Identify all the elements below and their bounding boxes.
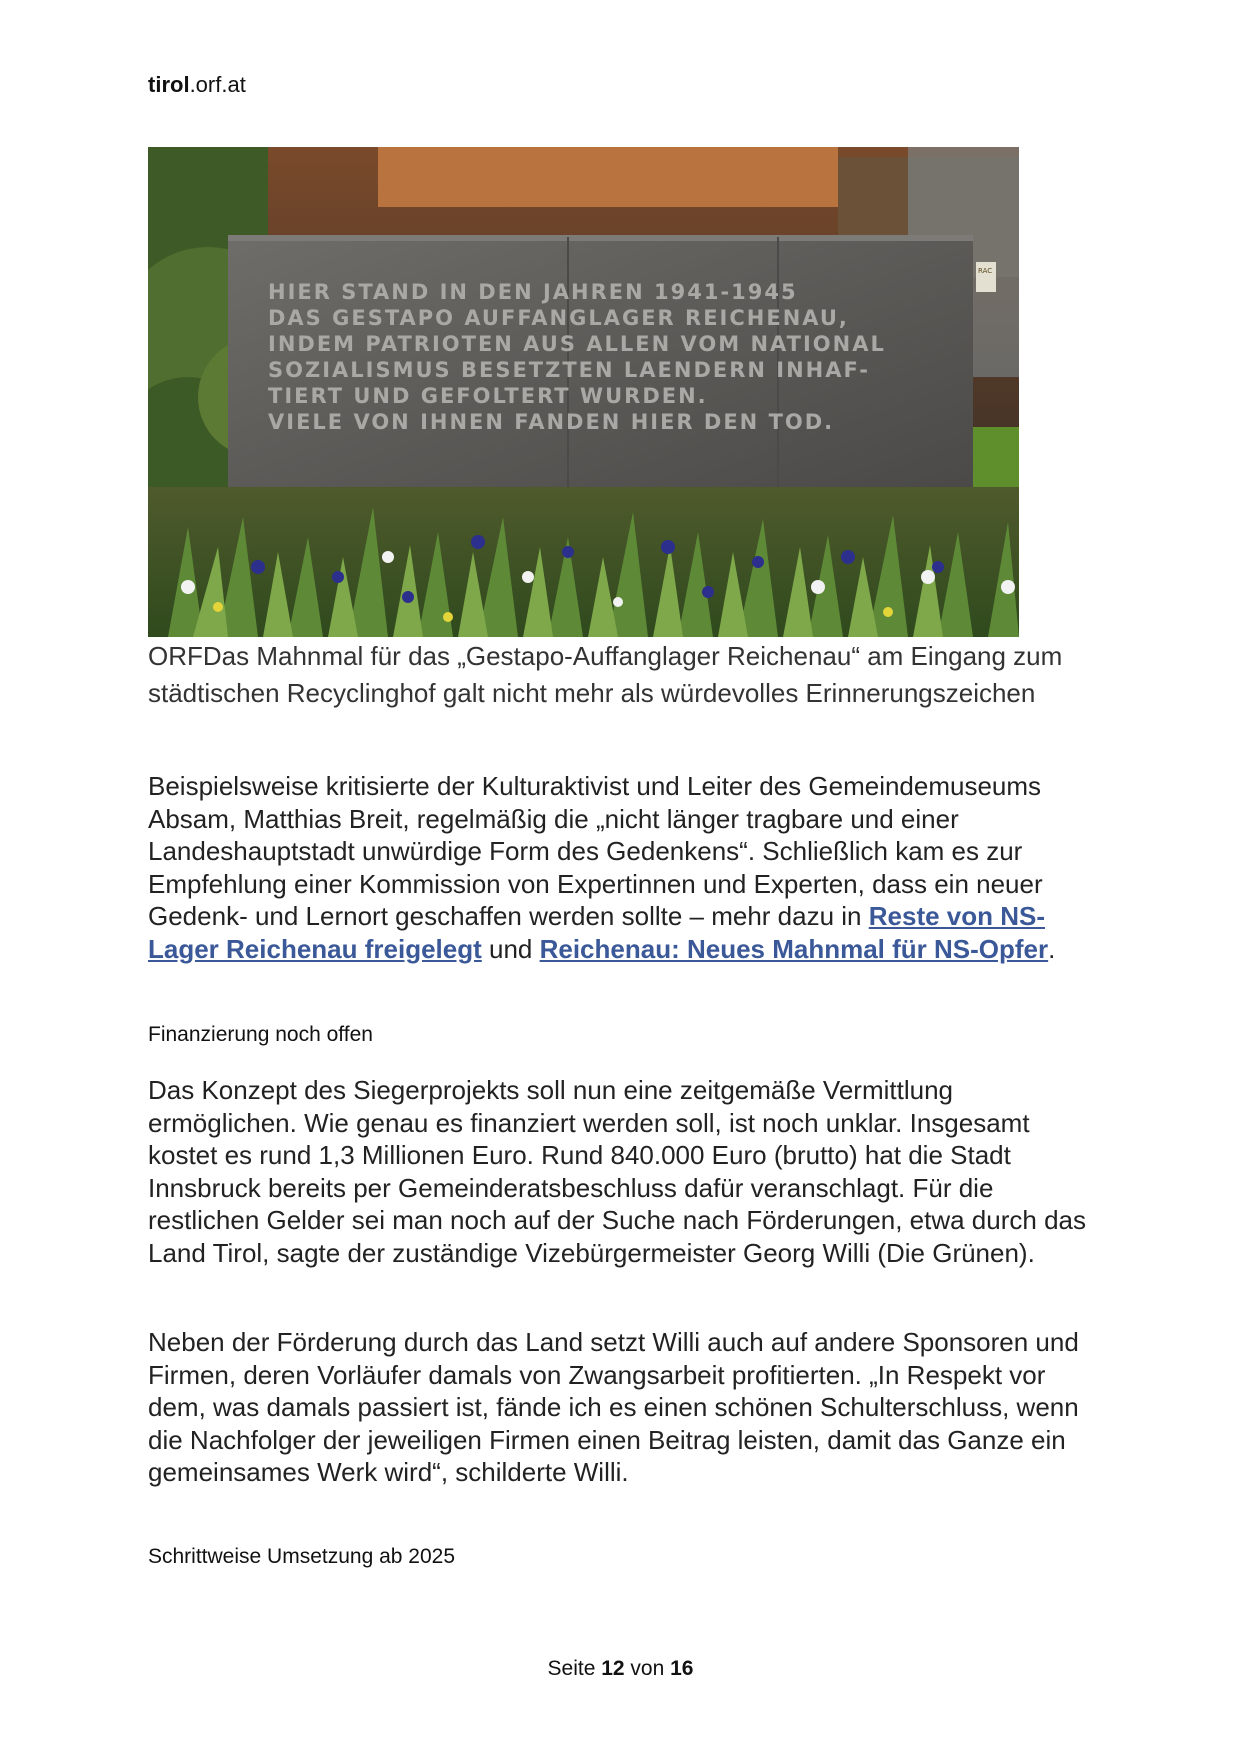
paragraph-1-text-between: und: [481, 933, 540, 964]
paragraph-1-text-before: Beispielsweise kritisierte der Kulturaktivist und Leiter des Gemeindemuseums Absam, Matthias Breit, regelmäßig die „nicht länger tragbare und einer Landeshauptstadt unwürdige Form des Gedenkens“. Schließlich kam es zur Empfehlung einer Kommission von Expertinnen und Experten, dass ein neuer Gedenk- und Lernort geschaffen werden sollte – mehr dazu in: [148, 771, 1043, 932]
article-link-reste-ns-lager[interactable]: Reste von NS-Lager Reichenau freigelegt: [148, 901, 1046, 964]
footer-page-total: 16: [670, 1657, 694, 1680]
svg-text:VIELE VON IHNEN FANDEN HIER DE: VIELE VON IHNEN FANDEN HIER DEN TOD.: [268, 410, 835, 434]
page-footer: [0, 1657, 1241, 1681]
image-caption: ORFDas Mahnmal für das „Gestapo-Auffanglager Reichenau“ am Eingang zum städtischen Recyclinghof galt nicht mehr als würdevolles Erinnerungszeichen: [148, 641, 1063, 708]
svg-text:DAS GESTAPO AUFFANGLAGER REICH: DAS GESTAPO AUFFANGLAGER REICHENAU,: [268, 306, 849, 330]
subheading-umsetzung: Schrittweise Umsetzung ab 2025: [148, 1545, 455, 1568]
footer-page-number: 12: [601, 1657, 625, 1680]
article-link-neues-mahnmal[interactable]: Reichenau: Neues Mahnmal für NS-Opfer: [539, 933, 1049, 964]
svg-text:INDEM PATRIOTEN AUS ALLEN VOM: INDEM PATRIOTEN AUS ALLEN VOM NATIONAL: [268, 332, 886, 356]
svg-text:SOZIALISMUS BESETZTEN LAENDERN: SOZIALISMUS BESETZTEN LAENDERN INHAF-: [268, 358, 870, 382]
memorial-photo: [148, 147, 1019, 637]
footer-prefix: Seite: [547, 1657, 602, 1680]
sign-text: RAC: [978, 267, 993, 275]
body-paragraph-2: Das Konzept des Siegerprojekts soll nun eine zeitgemäße Vermittlung ermöglichen. Wie genau es finanziert werden soll, ist noch unklar. Insgesamt kostet es rund 1,3 Millionen Euro. Rund 840.000 Euro (brutto) hat die Stadt Innsbruck bereits per Gemeinderatsbeschluss dafür veranschlagt. Für die restlichen Gelder sei man noch auf der Suche nach Förderungen, etwa durch das Land Tirol, sagte der zuständige Vizebürgermeister Georg Willi (Die Grünen).: [148, 1075, 1086, 1268]
site-name-domain: .orf.at: [189, 72, 246, 97]
body-paragraph-1: [148, 770, 1093, 966]
svg-text:HIER STAND IN DEN JAHREN 1941-: HIER STAND IN DEN JAHREN 1941-1945: [268, 280, 798, 304]
site-name-bold: tirol: [148, 72, 190, 97]
body-paragraph-3: Neben der Förderung durch das Land setzt Willi auch auf andere Sponsoren und Firmen, deren Vorläufer damals von Zwangsarbeit profitierten. „In Respekt vor dem, was damals passiert ist, fände ich es einen schönen Schulterschluss, wenn die Nachfolger der jeweiligen Firmen einen Beitrag leisten, damit das Ganze ein gemeinsames Werk wird“, schilderte Willi.: [148, 1327, 1079, 1488]
footer-middle: von: [624, 1657, 671, 1680]
paragraph-1-text-after: .: [1048, 933, 1056, 964]
subheading-finanzierung: Finanzierung noch offen: [148, 1023, 373, 1046]
svg-text:TIERT UND GEFOLTERT WURDEN.: TIERT UND GEFOLTERT WURDEN.: [268, 384, 708, 408]
site-header: [148, 72, 246, 98]
